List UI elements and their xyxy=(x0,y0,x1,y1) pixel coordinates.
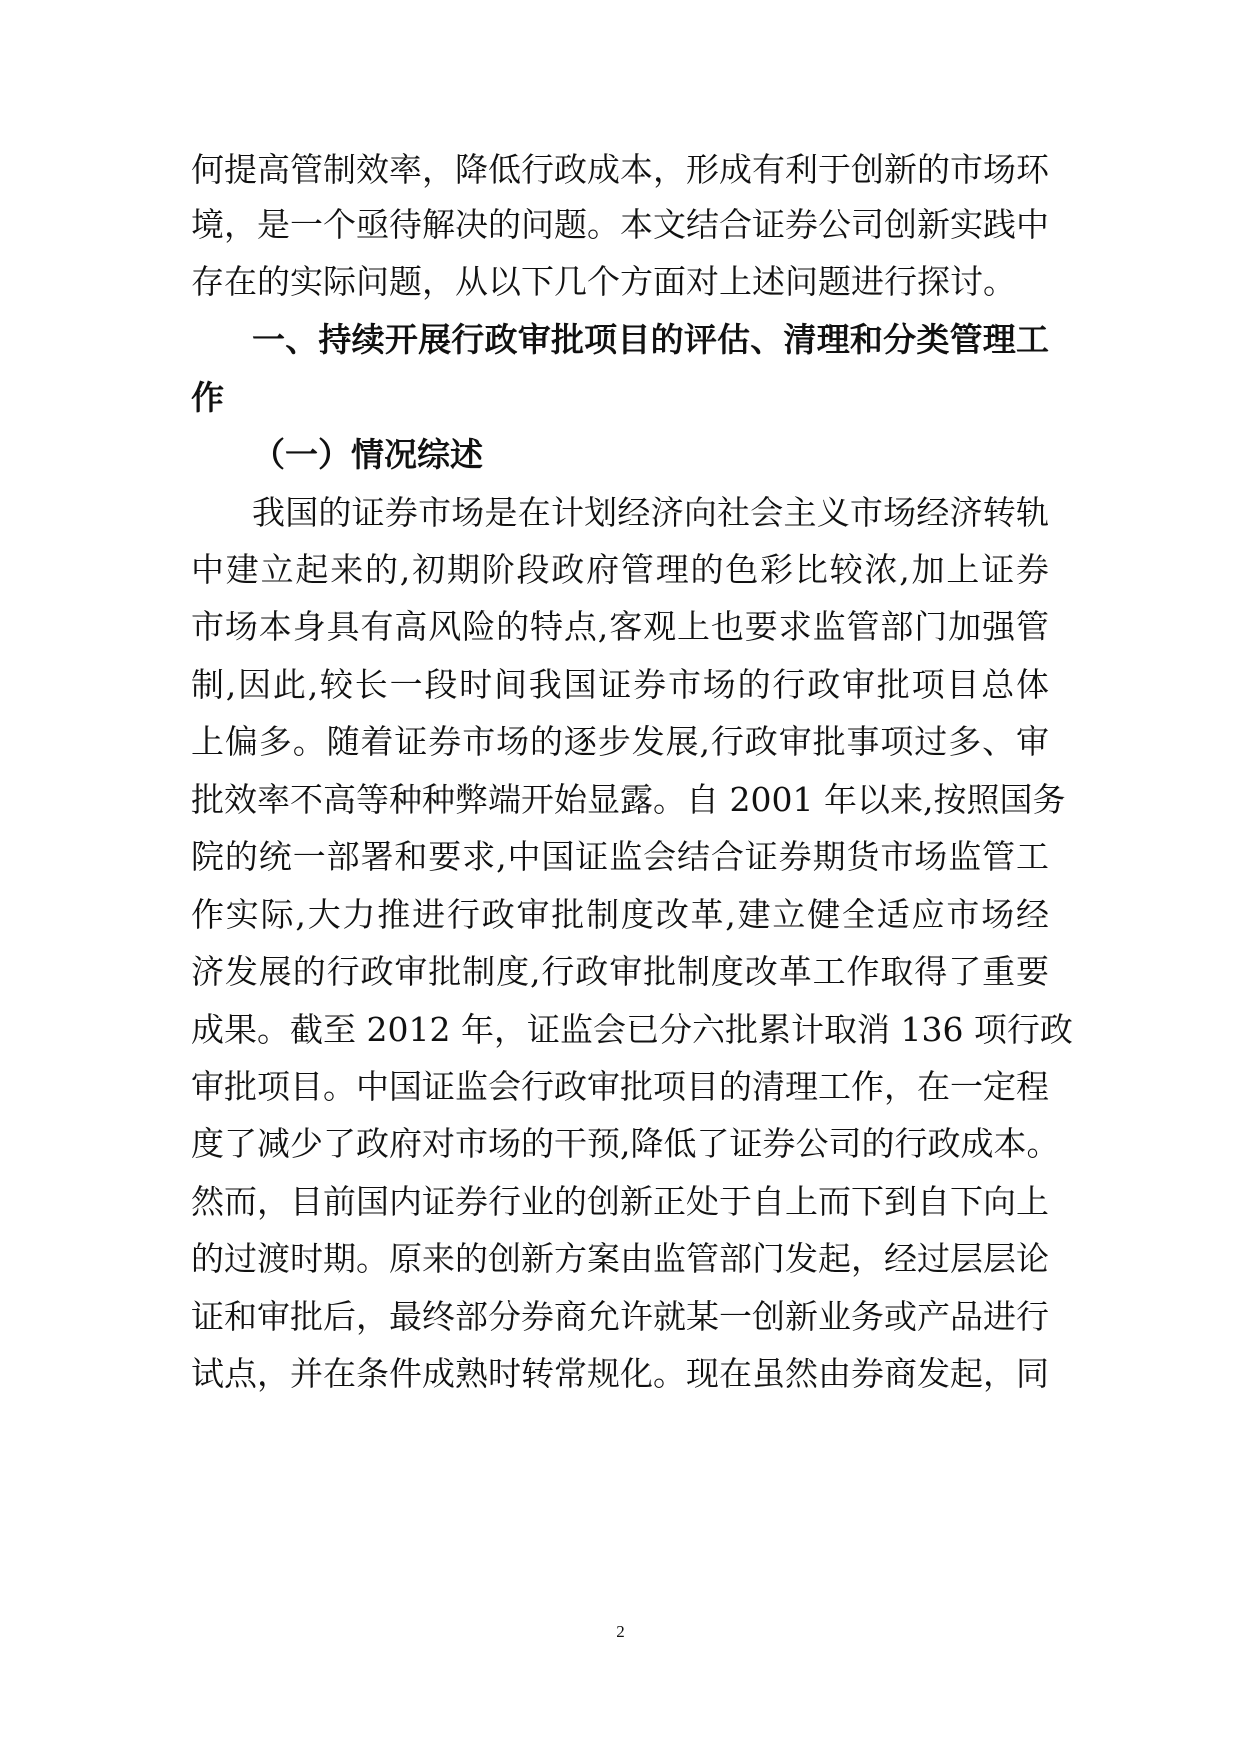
body-line-7: 院的统一部署和要求,中国证监会结合证券期货市场监管工 xyxy=(191,837,1049,876)
body-line-16: 试点，并在条件成熟时转常规化。现在虽然由券商发起，同 xyxy=(191,1354,1049,1393)
body-line-1: 我国的证券市场是在计划经济向社会主义市场经济转轨 xyxy=(252,493,1049,532)
subsection-heading: （一）情况综述 xyxy=(252,435,483,474)
page-number: 2 xyxy=(616,1622,625,1641)
section-heading-line-1: 一、持续开展行政审批项目的评估、清理和分类管理工 xyxy=(252,320,1049,359)
body-line-2: 中建立起来的,初期阶段政府管理的色彩比较浓,加上证券 xyxy=(191,550,1049,589)
body-line-10: 成果。截至 2012 年，证监会已分六批累计取消 136 项行政 xyxy=(191,1010,1073,1049)
intro-line-2: 境，是一个亟待解决的问题。本文结合证券公司创新实践中 xyxy=(191,205,1049,244)
body-line-5: 上偏多。随着证券市场的逐步发展,行政审批事项过多、审 xyxy=(191,722,1049,761)
body-line-6: 批效率不高等种种弊端开始显露。自 2001 年以来,按照国务 xyxy=(191,780,1066,819)
body-line-9: 济发展的行政审批制度,行政审批制度改革工作取得了重要 xyxy=(191,952,1049,991)
body-line-13: 然而，目前国内证券行业的创新正处于自上而下到自下向上 xyxy=(191,1182,1049,1221)
body-line-11: 审批项目。中国证监会行政审批项目的清理工作，在一定程 xyxy=(191,1067,1049,1106)
body-line-14: 的过渡时期。原来的创新方案由监管部门发起，经过层层论 xyxy=(191,1239,1049,1278)
intro-line-1: 何提高管制效率，降低行政成本，形成有利于创新的市场环 xyxy=(191,150,1049,189)
body-line-3: 市场本身具有高风险的特点,客观上也要求监管部门加强管 xyxy=(191,607,1049,646)
section-heading-line-2: 作 xyxy=(191,378,224,417)
body-line-4: 制,因此,较长一段时间我国证券市场的行政审批项目总体 xyxy=(191,665,1049,704)
body-line-15: 证和审批后，最终部分券商允许就某一创新业务或产品进行 xyxy=(191,1297,1049,1336)
intro-line-3: 存在的实际问题，从以下几个方面对上述问题进行探讨。 xyxy=(191,262,1016,301)
body-line-8: 作实际,大力推进行政审批制度改革,建立健全适应市场经 xyxy=(191,895,1049,934)
body-line-12: 度了减少了政府对市场的干预,降低了证券公司的行政成本。 xyxy=(191,1124,1060,1163)
